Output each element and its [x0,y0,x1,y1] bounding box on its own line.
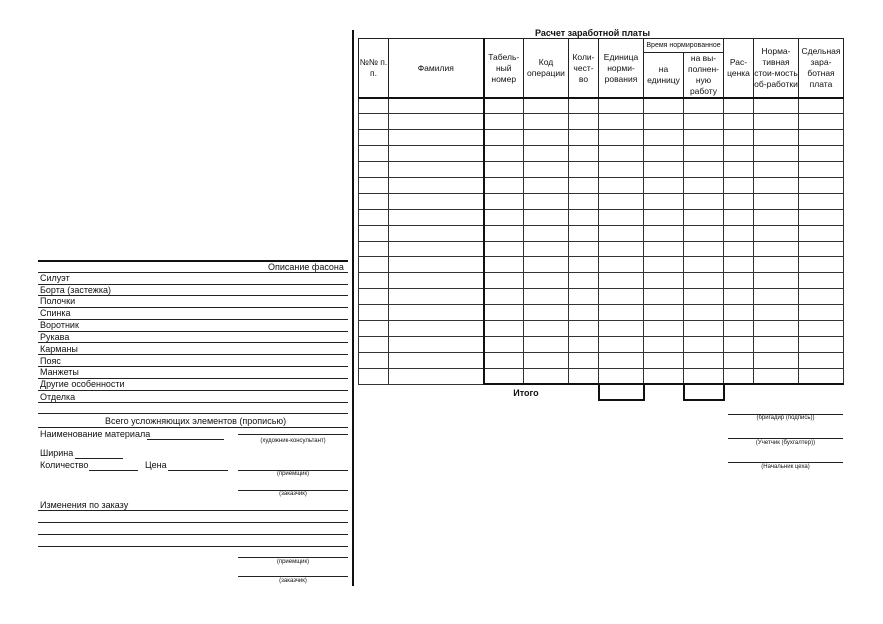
table-cell[interactable] [754,146,799,162]
table-cell[interactable] [684,241,724,257]
table-cell[interactable] [484,289,524,305]
table-cell[interactable] [644,336,684,352]
table-row [359,241,844,257]
table-cell[interactable] [754,98,799,114]
header-num: №№ п. п. [359,39,389,99]
table-cell[interactable] [524,241,569,257]
total-cell [644,384,684,400]
table-cell[interactable] [359,130,389,146]
table-cell[interactable] [389,209,484,225]
table-cell[interactable] [684,289,724,305]
table-cell[interactable] [389,336,484,352]
table-cell[interactable] [484,162,524,178]
table-cell[interactable] [799,336,844,352]
table-cell[interactable] [569,257,599,273]
table-cell[interactable] [569,352,599,368]
table-cell[interactable] [724,241,754,257]
row-pockets: Карманы [40,344,78,354]
table-cell[interactable] [389,257,484,273]
table-cell[interactable] [684,257,724,273]
header-norm-unit: Единица норми-рования [599,39,644,99]
row-back: Спинка [40,308,71,318]
table-cell[interactable] [569,193,599,209]
table-cell[interactable] [524,352,569,368]
table-cell[interactable] [389,225,484,241]
table-cell[interactable] [389,320,484,336]
table-cell[interactable] [484,177,524,193]
table-cell[interactable] [724,257,754,273]
table-row [359,336,844,352]
table-cell[interactable] [684,352,724,368]
table-cell[interactable] [359,114,389,130]
table-row [359,146,844,162]
table-cell[interactable] [799,289,844,305]
table-cell[interactable] [724,352,754,368]
table-cell[interactable] [684,114,724,130]
rule [38,522,348,523]
table-row [359,320,844,336]
total-cell [724,384,754,400]
table-cell[interactable] [524,289,569,305]
material-name-field [147,439,224,440]
table-row [359,193,844,209]
receiver-signature-line-2 [238,557,348,558]
table-cell[interactable] [799,305,844,321]
table-row [359,162,844,178]
table-row [359,368,844,384]
rule [38,546,348,547]
table-row [359,130,844,146]
table-cell[interactable] [569,130,599,146]
table-cell[interactable] [524,209,569,225]
table-row [359,352,844,368]
width-label: Ширина [40,448,74,458]
table-cell[interactable] [799,130,844,146]
table-cell[interactable] [724,225,754,241]
table-cell[interactable] [684,209,724,225]
table-cell[interactable] [724,130,754,146]
table-cell[interactable] [359,273,389,289]
table-cell[interactable] [684,162,724,178]
table-cell[interactable] [524,336,569,352]
wage-table-body [359,98,844,400]
table-cell[interactable] [389,241,484,257]
header-piece-wage: Сдельная зара-ботная плата [799,39,844,99]
table-cell[interactable] [484,368,524,384]
table-row [359,114,844,130]
table-cell[interactable] [644,352,684,368]
order-changes-label: Изменения по заказу [40,500,129,510]
table-cell[interactable] [359,209,389,225]
width-field [75,458,123,459]
table-cell[interactable] [524,114,569,130]
table-cell[interactable] [644,98,684,114]
table-cell[interactable] [359,336,389,352]
table-cell[interactable] [389,289,484,305]
table-cell[interactable] [524,177,569,193]
customer-caption-2: (заказчик) [279,578,307,584]
table-cell[interactable] [389,162,484,178]
table-cell[interactable] [599,257,644,273]
table-cell[interactable] [754,177,799,193]
total-cell [754,384,799,400]
table-cell[interactable] [724,177,754,193]
table-row [359,225,844,241]
table-cell[interactable] [644,209,684,225]
header-op-code: Код операции [524,39,569,99]
table-cell[interactable] [754,257,799,273]
table-cell[interactable] [684,225,724,241]
table-cell[interactable] [644,368,684,384]
table-cell[interactable] [754,114,799,130]
table-cell[interactable] [754,305,799,321]
table-cell[interactable] [644,273,684,289]
table-cell[interactable] [684,305,724,321]
table-cell[interactable] [599,225,644,241]
table-cell[interactable] [799,209,844,225]
table-cell[interactable] [799,177,844,193]
table-cell[interactable] [724,336,754,352]
table-cell[interactable] [799,273,844,289]
row-boards: Борта (застежка) [40,285,111,295]
table-cell[interactable] [724,320,754,336]
table-cell[interactable] [524,162,569,178]
rule [38,427,348,428]
rule [38,390,348,391]
table-cell[interactable] [724,273,754,289]
table-cell[interactable] [484,193,524,209]
table-cell[interactable] [569,98,599,114]
rule [38,510,348,511]
table-cell[interactable] [754,130,799,146]
rule [38,295,348,296]
table-cell[interactable] [644,177,684,193]
table-cell[interactable] [484,336,524,352]
table-cell[interactable] [599,177,644,193]
table-cell[interactable] [359,368,389,384]
table-cell[interactable] [524,273,569,289]
quantity-field [89,470,138,471]
table-cell[interactable] [799,352,844,368]
rule [38,534,348,535]
complex-elements-label: Всего усложняющих элементов (прописью) [105,416,287,426]
table-cell[interactable] [724,305,754,321]
table-cell[interactable] [754,225,799,241]
material-name-label: Наименование материала [40,429,151,439]
table-cell[interactable] [569,177,599,193]
table-cell[interactable] [799,162,844,178]
table-cell[interactable] [724,98,754,114]
table-cell[interactable] [599,130,644,146]
accountant-caption: (Учетчик (бухгалтер)) [755,440,816,446]
table-cell[interactable] [799,257,844,273]
total-box[interactable] [599,384,644,400]
table-cell[interactable] [724,114,754,130]
table-cell[interactable] [524,98,569,114]
foreman-caption: (бригадир (подпись)) [756,415,815,421]
head-caption: (Начальник цеха) [761,464,810,470]
table-cell[interactable] [569,273,599,289]
table-cell[interactable] [389,305,484,321]
receiver-caption-1: (приемщик) [276,471,310,477]
table-cell[interactable] [524,146,569,162]
total-cell [569,384,599,400]
total-cell [389,384,484,400]
table-cell[interactable] [389,146,484,162]
table-cell[interactable] [724,162,754,178]
rule [38,402,348,403]
total-label: Итого [513,387,539,398]
table-cell[interactable] [724,209,754,225]
table-cell[interactable] [389,98,484,114]
table-cell[interactable] [484,130,524,146]
table-cell[interactable] [484,114,524,130]
receiver-caption-2: (приемщик) [276,559,310,565]
table-cell[interactable] [359,146,389,162]
table-cell[interactable] [569,146,599,162]
table-cell[interactable] [599,368,644,384]
table-cell[interactable] [599,193,644,209]
table-cell[interactable] [484,320,524,336]
table-cell[interactable] [599,146,644,162]
table-cell[interactable] [754,368,799,384]
table-cell[interactable] [644,305,684,321]
row-finishing: Отделка [40,392,76,402]
table-cell[interactable] [524,368,569,384]
table-cell[interactable] [359,162,389,178]
table-cell[interactable] [389,177,484,193]
customer-signature-line-2 [238,576,348,577]
header-quantity: Коли-чест-во [569,39,599,99]
rule [38,331,348,332]
table-cell[interactable] [684,146,724,162]
table-cell[interactable] [684,130,724,146]
artist-consultant-caption: (художник-консультант) [260,438,326,444]
table-cell[interactable] [484,225,524,241]
table-cell[interactable] [484,209,524,225]
table-cell[interactable] [644,162,684,178]
table-cell[interactable] [484,146,524,162]
header-per-unit: на единицу [644,53,684,99]
total-box[interactable] [684,384,724,400]
table-cell[interactable] [799,368,844,384]
table-cell[interactable] [359,305,389,321]
table-cell[interactable] [724,146,754,162]
table-row [359,305,844,321]
rule [38,413,348,414]
table-cell[interactable] [484,305,524,321]
table-cell[interactable] [724,289,754,305]
table-cell[interactable] [754,241,799,257]
row-collar: Воротник [40,320,79,330]
page-divider [352,30,354,586]
total-cell [359,384,389,400]
table-cell[interactable] [359,352,389,368]
table-cell[interactable] [684,193,724,209]
table-cell[interactable] [389,352,484,368]
table-cell[interactable] [799,114,844,130]
table-cell[interactable] [684,336,724,352]
table-cell[interactable] [389,193,484,209]
table-cell[interactable] [569,289,599,305]
table-cell[interactable] [599,352,644,368]
customer-caption-1: (заказчик) [279,491,307,497]
table-cell[interactable] [359,289,389,305]
table-cell[interactable] [359,225,389,241]
table-cell[interactable] [359,241,389,257]
table-cell[interactable] [724,193,754,209]
table-row [359,257,844,273]
rule [38,366,348,367]
table-row [359,209,844,225]
table-cell[interactable] [799,193,844,209]
table-cell[interactable] [644,225,684,241]
table-cell[interactable] [599,241,644,257]
header-norm-time: Время нормированное [644,39,724,53]
row-silhouette: Силуэт [40,273,70,283]
table-cell[interactable] [359,320,389,336]
table-cell[interactable] [644,241,684,257]
table-cell[interactable] [359,98,389,114]
table-cell[interactable] [569,336,599,352]
table-cell[interactable] [359,193,389,209]
table-cell[interactable] [484,98,524,114]
table-cell[interactable] [644,320,684,336]
table-cell[interactable] [599,336,644,352]
table-cell[interactable] [599,114,644,130]
table-cell[interactable] [754,209,799,225]
row-other-features: Другие особенности [40,379,125,389]
head-signature-line [728,462,843,463]
table-cell[interactable] [569,320,599,336]
table-cell[interactable] [484,241,524,257]
table-cell[interactable] [524,193,569,209]
table-cell[interactable] [389,114,484,130]
table-cell[interactable] [644,114,684,130]
table-cell[interactable] [684,368,724,384]
table-cell[interactable] [524,257,569,273]
table-cell[interactable] [684,273,724,289]
table-cell[interactable] [754,162,799,178]
table-cell[interactable] [569,225,599,241]
table-cell[interactable] [754,352,799,368]
table-cell[interactable] [569,162,599,178]
table-cell[interactable] [524,320,569,336]
table-cell[interactable] [684,177,724,193]
table-cell[interactable] [599,162,644,178]
table-cell[interactable] [799,225,844,241]
table-cell[interactable] [569,209,599,225]
row-cuffs: Манжеты [40,367,79,377]
row-belt: Пояс [40,356,61,366]
table-cell[interactable] [484,352,524,368]
table-cell[interactable] [684,98,724,114]
total-cell [799,384,844,400]
style-description-title: Описание фасона [268,262,344,272]
rule [38,354,348,355]
table-cell[interactable] [599,98,644,114]
header-per-work: на вы-полнен-ную работу [684,53,724,99]
table-row [359,273,844,289]
table-cell[interactable] [799,98,844,114]
table-cell[interactable] [599,320,644,336]
table-cell[interactable] [754,320,799,336]
table-cell[interactable] [389,273,484,289]
table-cell[interactable] [359,177,389,193]
rule [38,307,348,308]
artist-signature-line [238,434,348,435]
table-cell[interactable] [599,289,644,305]
table-cell[interactable] [644,193,684,209]
table-cell[interactable] [799,146,844,162]
table-cell[interactable] [359,257,389,273]
header-tab-number: Табель-ный номер [484,39,524,99]
wage-calc-title: Расчет заработной платы [535,28,651,38]
rule [38,319,348,320]
table-cell[interactable] [569,368,599,384]
table-cell[interactable] [799,241,844,257]
table-cell[interactable] [484,273,524,289]
table-cell[interactable] [569,114,599,130]
wage-table [358,38,844,401]
table-cell[interactable] [644,257,684,273]
table-cell[interactable] [599,209,644,225]
table-row [359,177,844,193]
table-cell[interactable] [754,193,799,209]
row-fronts: Полочки [40,296,76,306]
table-cell[interactable] [644,130,684,146]
rule [38,342,348,343]
table-cell[interactable] [724,368,754,384]
table-cell[interactable] [599,273,644,289]
row-sleeves: Рукава [40,332,70,342]
table-cell[interactable] [524,305,569,321]
table-cell[interactable] [524,225,569,241]
table-cell[interactable] [389,368,484,384]
table-cell[interactable] [484,257,524,273]
header-surname: Фамилия [389,39,484,99]
table-cell[interactable] [599,305,644,321]
price-field [168,470,228,471]
table-row [359,98,844,114]
quantity-label: Количество [40,460,89,470]
rule [38,272,348,273]
table-cell[interactable] [389,130,484,146]
total-row [359,384,844,400]
table-cell[interactable] [754,336,799,352]
table-cell[interactable] [754,289,799,305]
table-cell[interactable] [754,273,799,289]
table-cell[interactable] [684,320,724,336]
table-cell[interactable] [524,130,569,146]
header-norm-cost: Норма-тивная стои-мость об-работки [754,39,799,99]
table-row [359,289,844,305]
accountant-signature-line [728,438,843,439]
table-cell[interactable] [569,305,599,321]
price-label: Цена [145,460,167,470]
header-rate: Рас-ценка [724,39,754,99]
table-cell[interactable] [644,146,684,162]
table-cell[interactable] [569,241,599,257]
table-cell[interactable] [799,320,844,336]
table-cell[interactable] [644,289,684,305]
